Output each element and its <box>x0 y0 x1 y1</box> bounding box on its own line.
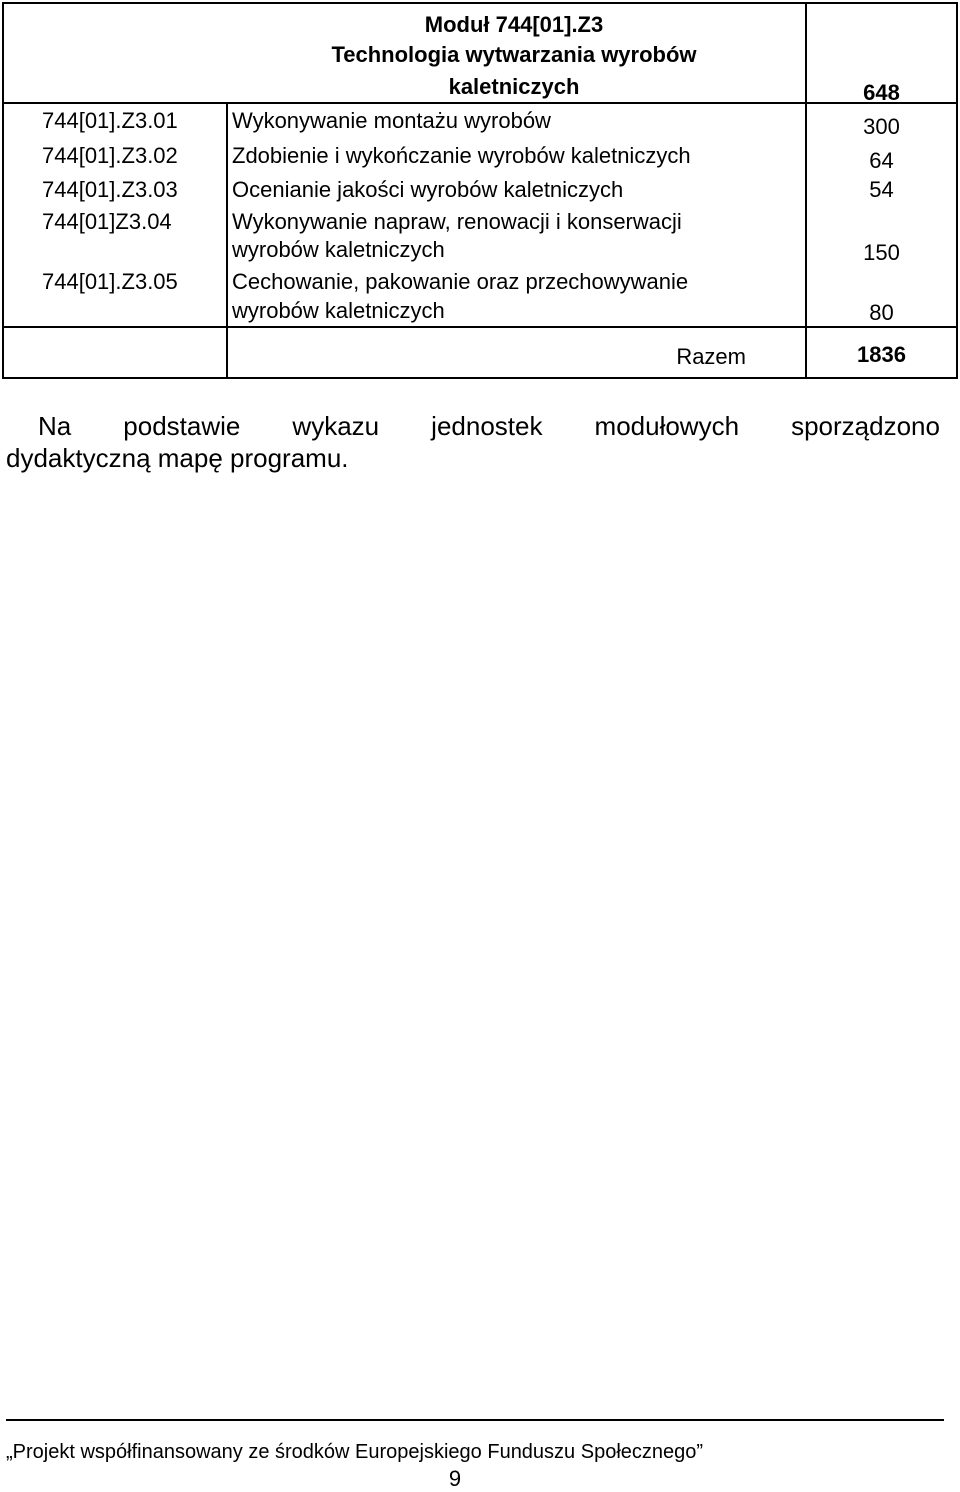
page-number: 9 <box>448 1466 462 1491</box>
unit-name-02: Zdobienie i wykończanie wyrobów kaletniczych <box>232 143 691 168</box>
unit-name-05-line1: Cechowanie, pakowanie oraz przechowywanie <box>232 269 689 294</box>
total-hours: 1836 <box>857 342 906 367</box>
unit-hours-04: 150 <box>863 240 900 265</box>
summary-line1 <box>6 410 940 442</box>
module-title-line2: Technologia wytwarzania wyrobów <box>331 42 697 67</box>
unit-name-04-line1: Wykonywanie napraw, renowacji i konserwacji <box>232 209 682 234</box>
unit-name-04-line2: wyrobów kaletniczych <box>232 237 445 262</box>
summary-word: sporządzono <box>791 411 940 441</box>
module-title-line3: kaletniczych <box>448 74 580 99</box>
module-title-line1: Moduł 744[01].Z3 <box>424 12 604 37</box>
unit-code-03: 744[01].Z3.03 <box>42 177 178 202</box>
summary-word: podstawie <box>123 411 241 441</box>
unit-name-01: Wykonywanie montażu wyrobów <box>232 108 551 133</box>
unit-hours-01: 300 <box>863 114 900 139</box>
summary-line2: dydaktyczną mapę programu. <box>6 443 349 473</box>
footer-funding-note: „Projekt współfinansowany ze środków Europejskiego Funduszu Społecznego” <box>6 1441 704 1463</box>
unit-hours-03: 54 <box>869 177 894 202</box>
unit-name-05-line2: wyrobów kaletniczych <box>232 298 445 323</box>
summary-word: Na <box>38 411 72 441</box>
unit-name-03: Ocenianie jakości wyrobów kaletniczych <box>232 177 624 202</box>
summary-word: modułowych <box>594 411 740 441</box>
unit-code-01: 744[01].Z3.01 <box>42 108 178 133</box>
column-divider-code <box>226 102 228 377</box>
footer-divider <box>6 1419 944 1421</box>
total-label: Razem <box>676 344 746 369</box>
summary-word: wykazu <box>292 411 380 441</box>
module-units-table <box>2 2 958 379</box>
unit-hours-02: 64 <box>869 148 894 173</box>
summary-paragraph <box>6 410 940 474</box>
row-divider-total <box>4 326 956 328</box>
unit-code-02: 744[01].Z3.02 <box>42 143 178 168</box>
summary-word: jednostek <box>431 411 543 441</box>
unit-hours-05: 80 <box>869 300 894 325</box>
unit-code-04: 744[01]Z3.04 <box>42 209 172 234</box>
unit-code-05: 744[01].Z3.05 <box>42 269 178 294</box>
module-hours: 648 <box>863 80 900 105</box>
